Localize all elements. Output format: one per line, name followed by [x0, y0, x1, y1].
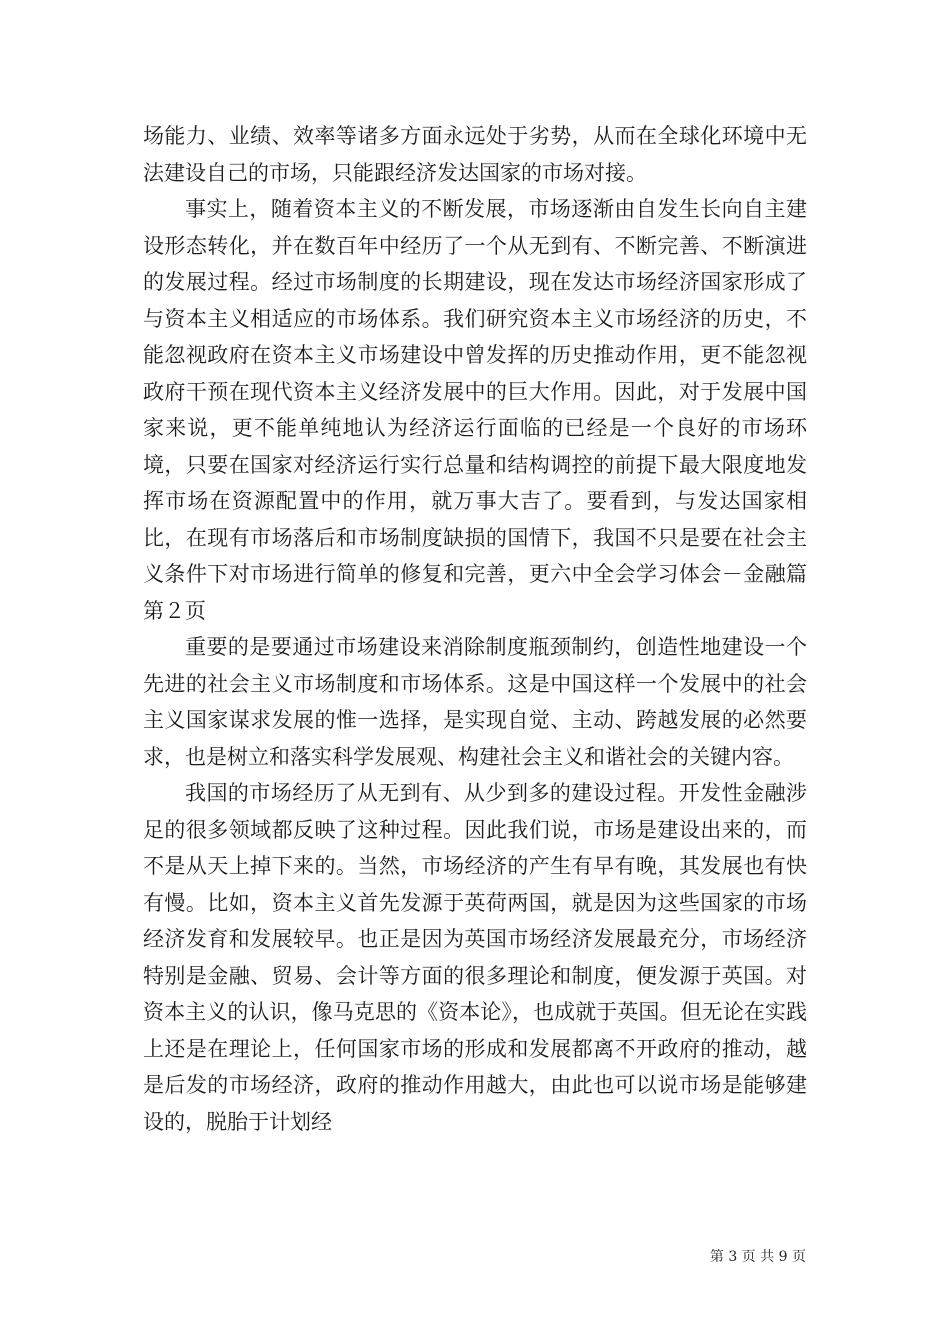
paragraph-2: 事实上，随着资本主义的不断发展，市场逐渐由自发生长向自主建设形态转化，并在数百年中经历了一个从无到有、不断完善、不断演进的发展过程。经过市场制度的长期建设，现在发达市场经济国家形成了与资本主义相适应的市场体系。我们研究资本主义市场经济的历史，不能忽视政府在资本主义市场建设中曾发挥的历史推动作用，更不能忽视政府干预在现代资本主义经济发展中的巨大作用。因此，对于发展中国家来说，更不能单纯地认为经济运行面临的已经是一个良好的市场环境，只要在国家对经济运行实行总量和结构调控的前提下最大限度地发挥市场在资源配置中的作用，就万事大吉了。要看到，与发达国家相比，在现有市场落后和市场制度缺损的国情下，我国不只是要在社会主义条件下对市场进行简单的修复和完善，更六中全会学习体会－金融篇第２页: [143, 197, 807, 623]
paragraph-3: 重要的是要通过市场建设来消除制度瓶颈制约，创造性地建设一个先进的社会主义市场制度和市场体系。这是中国这样一个发展中的社会主义国家谋求发展的惟一选择，是实现自觉、主动、跨越发展的必然要求，也是树立和落实科学发展观、构建社会主义和谐社会的关键内容。: [143, 635, 807, 769]
page-number-footer: 第 3 页 共 9 页: [709, 1249, 806, 1265]
document-body: [143, 118, 807, 1140]
paragraph-1: 场能力、业绩、效率等诸多方面永远处于劣势，从而在全球化环境中无法建设自己的市场，只能跟经济发达国家的市场对接。: [143, 124, 807, 185]
paragraph-4: 我国的市场经历了从无到有、从少到多的建设过程。开发性金融涉足的很多领域都反映了这种过程。因此我们说，市场是建设出来的，而不是从天上掉下来的。当然，市场经济的产生有早有晚，其发展也有快有慢。比如，资本主义首先发源于英荷两国，就是因为这些国家的市场经济发育和发展较早。也正是因为英国市场经济发展最充分，市场经济特别是金融、贸易、会计等方面的很多理论和制度，便发源于英国。对资本主义的认识，像马克思的《资本论》，也成就于英国。但无论在实践上还是在理论上，任何国家市场的形成和发展都离不开政府的推动，越是后发的市场经济，政府的推动作用越大，由此也可以说市场是能够建设的，脱胎于计划经: [143, 781, 807, 1134]
